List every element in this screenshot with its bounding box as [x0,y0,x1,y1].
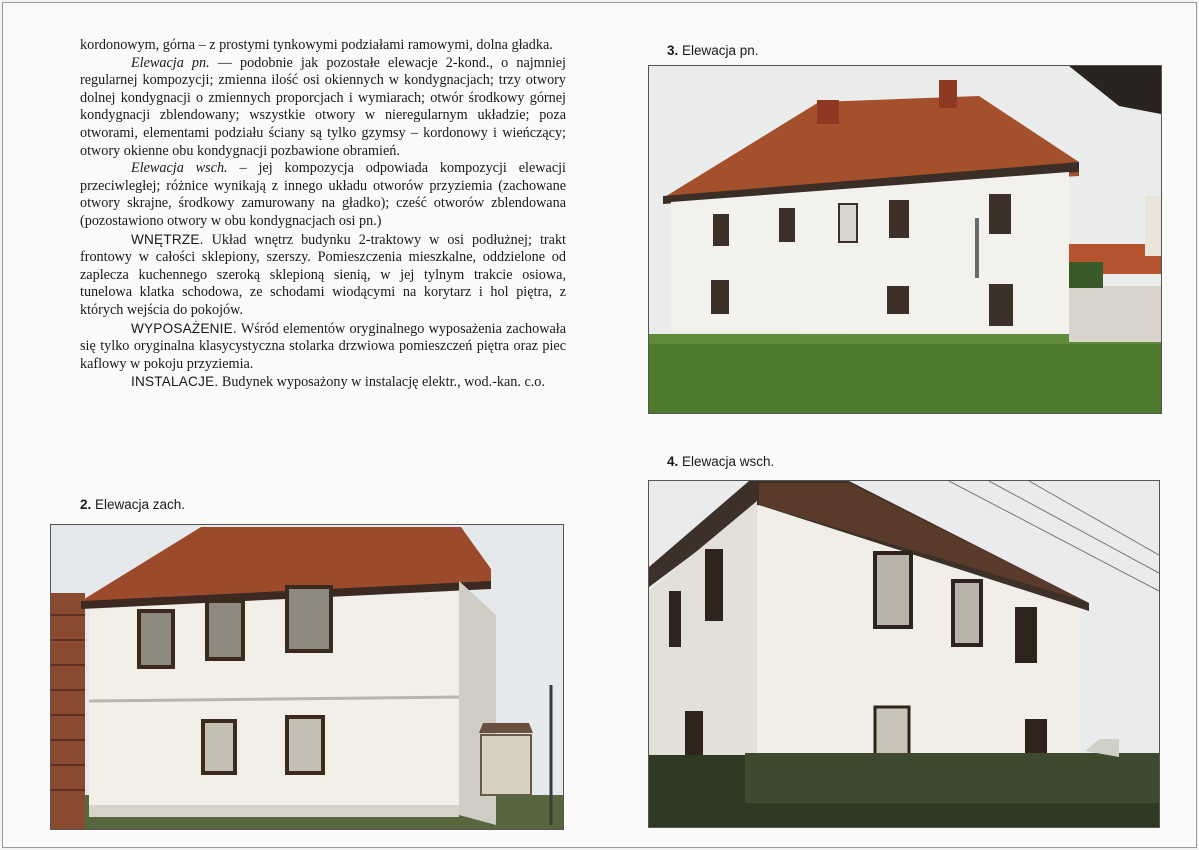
caption-photo-4: 4. Elewacja wsch. [667,454,775,469]
paragraph-lead: WNĘTRZE. [131,231,204,247]
north-elevation-image [649,66,1161,413]
east-elevation-image [649,481,1159,827]
paragraph-lead: INSTALACJE. [131,374,219,390]
paragraph-furnishing: WYPOSAŻENIE. Wśród elementów oryginalnego wyposażenia zachowała się tylko oryginalna klasycystyczna stolarka drzwiowa pomieszczeń piętra oraz piec kaflowy w pokoju przyziemia. [80,320,566,372]
paragraph-lead: Elewacja wsch. [131,160,228,177]
paragraph-continuation: kordonowym, górna – z prostymi tynkowymi podziałami ramowymi, dolna gładka. [80,37,553,53]
paragraph-interior: WNĘTRZE. Układ wnętrz budynku 2-traktowy w osi podłużnej; trakt frontowy w całości sklepiony, szerszy. Pomieszczenia mieszkalne, oddzielone od zaplecza kuchennego szeroką sklepioną sienią, w jej tylnym trakcie osiowa, tunelowa klatka schodowa, ze schodami wiodącymi na korytarz i hol piętra, z których wejścia do pokojów. [80,231,566,318]
caption-photo-2: 2. Elewacja zach. [80,497,186,512]
text-column [80,37,566,392]
west-elevation-image [51,525,563,829]
photo-north-elevation [648,65,1162,414]
paragraph-lead: Elewacja pn. [131,54,210,71]
photo-east-elevation [648,480,1160,828]
paragraph-east-elevation: Elewacja wsch. – jej kompozycja odpowiada kompozycji elewacji przeciwległej; różnice wynikają z innego układu otworów przyziemia (zachowane otwory skrajne, środkowy zamurowany na gładko); cześć otworów zblendowana (pozostawiono otwory w obu kondygnacjach osi pn.) [80,160,567,229]
paragraph-north-elevation: Elewacja pn. — podobnie jak pozostałe elewacje 2-kond., o najmniej regularnej kompozycji; zmienna ilość osi okiennych w kondygnacjach; trzy otwory dolnej kondygnacji o zmiennych proporcjach i wymiarach; otwór środkowy górnej kondygnacji zblendowany; wszystkie otwory w nieregularnym układzie; poza otworami, elementami podziału ściany są tylko gzymsy – kordonowy i wieńczący; otwory okienne obu kondygnacji pozbawione obramień. [80,54,566,159]
photo-west-elevation [50,524,564,830]
paragraph-installations: INSTALACJE. Budynek wyposażony w instalację elektr., wod.-kan. c.o. [131,374,545,391]
caption-photo-3: 3. Elewacja pn. [667,43,759,58]
paragraph-lead: WYPOSAŻENIE. [131,320,237,336]
